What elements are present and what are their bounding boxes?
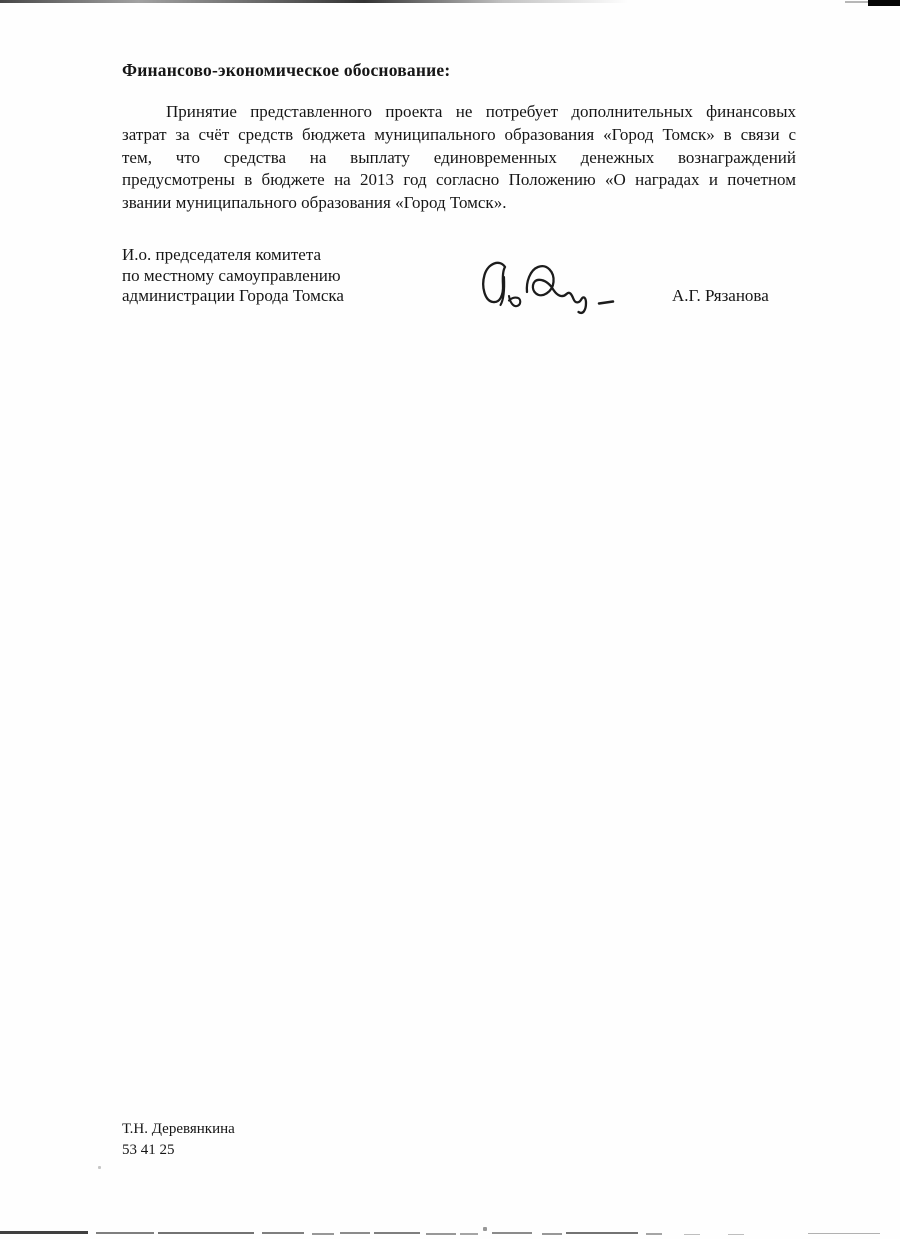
signatory-title-line: по местному самоуправлению <box>122 265 341 285</box>
scan-artifact-bottom-dash <box>0 1231 88 1234</box>
body-paragraph <box>122 101 796 215</box>
scan-artifact-top-right-corner <box>868 0 900 6</box>
scan-artifact-bottom-dash <box>460 1233 478 1235</box>
paragraph-line: Принятие представленного проекта не потребует дополнительных финансовых <box>166 102 796 121</box>
executor-phone: 53 41 25 <box>122 1142 175 1158</box>
scan-artifact-bottom-dash <box>728 1234 744 1235</box>
signatory-title-line: администрации Города Томска <box>122 286 344 306</box>
scan-artifact-bottom-dash <box>646 1233 662 1235</box>
scan-artifact-bottom-dash <box>684 1234 700 1235</box>
scan-artifact-speck <box>98 1166 101 1169</box>
signatory-name: А.Г. Рязанова <box>672 286 769 305</box>
scan-artifact-top-edge <box>0 0 628 3</box>
handwritten-signature <box>470 254 618 318</box>
scan-artifact-speck <box>483 1227 487 1231</box>
scan-artifact-bottom-dash <box>542 1233 562 1235</box>
paragraph-line: предусмотрены в бюджете на 2013 год согласно Положению «О наградах и почетном <box>122 170 796 190</box>
paragraph-line: затрат за счёт средств бюджета муниципального образования «Город Томск» в связи с <box>122 124 796 144</box>
scan-artifact-bottom-dash <box>158 1232 254 1234</box>
scan-artifact-bottom-dash <box>374 1232 420 1234</box>
scan-artifact-bottom-dash <box>808 1233 880 1234</box>
scan-artifact-bottom-dash <box>426 1233 456 1235</box>
paragraph-line: звании муниципального образования «Город Томск». <box>122 193 507 212</box>
scan-artifact-top-right-tail <box>845 1 869 3</box>
executor-name: Т.Н. Деревянкина <box>122 1121 235 1137</box>
scan-artifact-bottom-dash <box>492 1232 532 1234</box>
scan-artifact-bottom-dash <box>96 1232 154 1234</box>
executor-contact <box>122 1119 235 1161</box>
scan-artifact-bottom-dash <box>340 1232 370 1234</box>
signatory-title <box>122 245 344 307</box>
document-heading: Финансово-экономическое обоснование: <box>122 60 451 80</box>
scan-artifact-bottom-dash <box>262 1232 304 1234</box>
scan-artifact-bottom-dash <box>312 1233 334 1235</box>
signatory-title-line: И.о. председателя комитета <box>122 245 322 264</box>
scan-artifact-bottom-dash <box>566 1232 638 1234</box>
paragraph-line: тем, что средства на выплату единовременных денежных вознаграждений <box>122 147 796 167</box>
